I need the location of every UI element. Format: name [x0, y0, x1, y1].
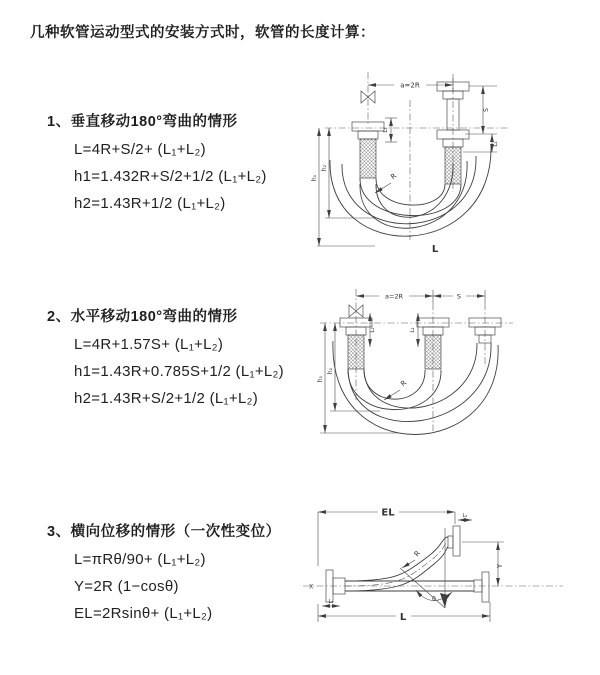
formula-h2: h2=1.43R+S/2+1/2 (L₁+L₂): [74, 390, 259, 407]
dim-label-y: Y: [496, 563, 504, 569]
dim-label-l1: L₁: [383, 127, 389, 133]
dim-l2-right: [463, 134, 499, 152]
formula-L: L=4R+1.57S+ (L₁+L₂): [74, 336, 224, 353]
dim-label-l1: L₁: [328, 599, 334, 605]
angle-label: θ: [432, 596, 436, 603]
dim-label-h2: h₂: [321, 164, 328, 172]
dim-l1-left: [383, 118, 397, 142]
formula-h1: h1=1.43R+0.785S+1/2 (L₁+L₂): [74, 363, 284, 380]
dim-label-l2: L₂: [462, 513, 468, 519]
dim-s: [465, 86, 497, 134]
right-flange-original: [474, 572, 489, 602]
centerlines: [325, 72, 510, 240]
dim-l1: [322, 599, 340, 606]
diagram-lateral-displacement: [298, 498, 578, 648]
section-2: [47, 305, 284, 417]
dim-label-l: L: [399, 612, 407, 623]
dim-y: [462, 542, 504, 586]
dim-top-a2r: [368, 78, 453, 92]
diagram-vertical-180-bend: [305, 66, 555, 262]
hose-curves: [330, 144, 491, 236]
dim-label-h1: h₁: [317, 375, 324, 383]
section-3: [47, 520, 281, 632]
diagram-horizontal-180-bend: [308, 283, 558, 453]
section-2-heading: 2、水平移动180°弯曲的情形: [47, 309, 238, 325]
radius-leader: [402, 549, 422, 568]
dim-label-l1: L₁: [370, 327, 376, 333]
dim-label-a2r: a=2R: [400, 81, 420, 90]
length-label: L: [431, 244, 439, 255]
formula-h2: h2=1.43R+1/2 (L₁+L₂): [74, 195, 226, 212]
dim-label-s: S: [483, 108, 490, 112]
dim-label-s: S: [456, 292, 462, 301]
dim-label-a2r: a=2R: [384, 292, 404, 301]
dim-top: [356, 290, 485, 303]
formula-Y: Y=2R (1−cosθ): [74, 578, 179, 595]
dim-label-l2: L₂: [410, 327, 416, 333]
radius-label: R: [389, 171, 399, 182]
dim-label-l2: L₂: [493, 141, 499, 147]
dim-label-h1: h₁: [311, 174, 318, 182]
radius-label: R: [399, 378, 409, 389]
dim-l2: [458, 513, 472, 520]
formula-L: L=4R+S/2+ (L₁+L₂): [74, 141, 206, 158]
radius-label: R: [412, 549, 423, 559]
dim-l: [318, 602, 490, 623]
dim-label-el: EL: [381, 507, 395, 519]
formula-L: L=πRθ/90+ (L₁+L₂): [74, 551, 206, 568]
dim-label-h2: h₂: [327, 367, 334, 375]
section-1: [47, 110, 267, 222]
left-flange-assembly: [352, 122, 384, 178]
section-1-heading: 1、垂直移动180°弯曲的情形: [47, 114, 238, 130]
radius-leader: [384, 379, 408, 400]
middle-flange-assembly: [417, 318, 449, 369]
s-curve-hose: [345, 537, 448, 591]
section-3-heading: 3、横向位移的情形（一次性变位）: [47, 524, 281, 540]
page-title: 几种软管运动型式的安装方式时，软管的长度计算：: [30, 25, 375, 41]
axis-mark: X: [308, 583, 314, 591]
displaced-flange: [448, 526, 460, 556]
formula-EL: EL=2Rsinθ+ (L₁+L₂): [74, 605, 213, 622]
formula-h1: h1=1.432R+S/2+1/2 (L₁+L₂): [74, 168, 267, 185]
angle-theta: [400, 528, 452, 608]
